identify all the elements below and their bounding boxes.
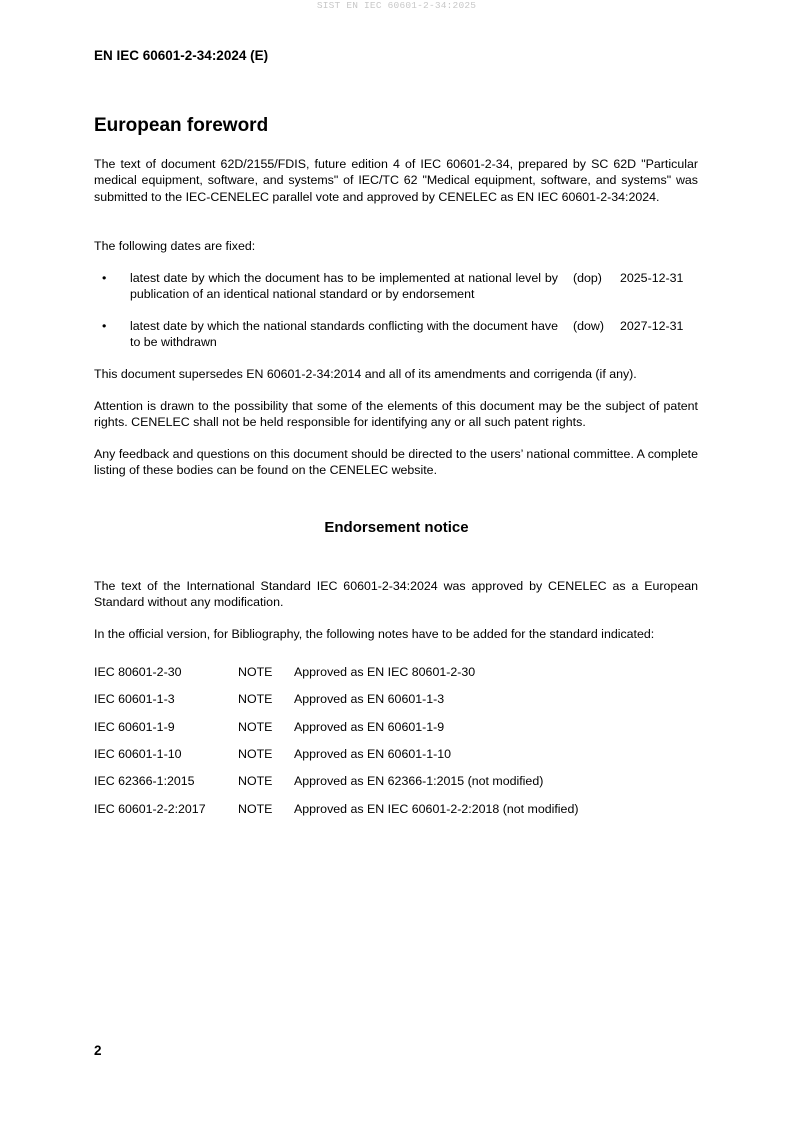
note-label: NOTE: [238, 692, 273, 706]
note-standard: IEC 80601-2-30: [94, 665, 182, 679]
note-approval: Approved as EN 60601-1-10: [294, 747, 452, 761]
note-standard: IEC 62366-1:2015: [94, 774, 195, 788]
note-approval: Approved as EN IEC 80601-2-30: [294, 665, 476, 679]
note-approval: Approved as EN IEC 60601-2-2:2018 (not modified): [294, 802, 579, 816]
note-approval: Approved as EN 62366-1:2015 (not modified): [294, 774, 544, 788]
note-standard: IEC 60601-2-2:2017: [94, 802, 206, 816]
note-approval: Approved as EN 60601-1-9: [294, 720, 445, 734]
page-number: 2: [94, 1043, 102, 1058]
bullet-marker: •: [102, 319, 107, 333]
note-label: NOTE: [238, 774, 273, 788]
foreword-title: European foreword: [94, 115, 269, 136]
notes-intro: In the official version, for Bibliography, the following notes have to be added for the standard indicated:: [94, 627, 655, 641]
note-label: NOTE: [238, 747, 273, 761]
note-row: [94, 719, 698, 736]
endorsement-text: The text of the International Standard IEC 60601-2-34:2024 was approved by CENELEC as a European Standard without any modification.: [94, 579, 698, 610]
dates-intro: The following dates are fixed:: [94, 239, 256, 253]
supersedes-paragraph: This document supersedes EN 60601-2-34:2014 and all of its amendments and corrigenda (if any).: [94, 367, 637, 381]
endorsement-title: Endorsement notice: [324, 519, 469, 536]
patent-paragraph: Attention is drawn to the possibility that some of the elements of this document may be the subject of patent rights. CENELEC shall not be held responsible for identifying any or all such patent rights.: [94, 399, 698, 430]
document-id: EN IEC 60601-2-34:2024 (E): [94, 48, 269, 63]
date-row-date: 2027-12-31: [620, 319, 684, 333]
foreword-intro: The text of document 62D/2155/FDIS, future edition 4 of IEC 60601-2-34, prepared by SC 62D "Particular medical equipment, software, and systems" of IEC/TC 62 "Medical equipment, software, and systems" was submitted to the IEC-CENELEC parallel vote and approved by CENELEC as EN IEC 60601-2-34:2024.: [94, 157, 698, 204]
note-standard: IEC 60601-1-9: [94, 720, 175, 734]
note-standard: IEC 60601-1-10: [94, 747, 182, 761]
note-row: [94, 664, 698, 681]
note-standard: IEC 60601-1-3: [94, 692, 175, 706]
note-label: NOTE: [238, 720, 273, 734]
date-row-text: latest date by which the national standards conflicting with the document have to be withdrawn: [130, 319, 558, 350]
note-row: [94, 746, 698, 763]
watermark: SIST EN IEC 60601-2-34:2025: [316, 0, 477, 11]
note-label: NOTE: [238, 802, 273, 816]
date-row-date: 2025-12-31: [620, 271, 684, 285]
feedback-paragraph: Any feedback and questions on this document should be directed to the users’ national committee. A complete listing of these bodies can be found on the CENELEC website.: [94, 447, 698, 478]
note-row: [94, 691, 698, 708]
note-row: [94, 801, 698, 818]
note-row: [94, 773, 698, 790]
note-approval: Approved as EN 60601-1-3: [294, 692, 445, 706]
date-row-code: (dop): [573, 271, 602, 285]
bullet-marker: •: [102, 271, 107, 285]
date-row-text: latest date by which the document has to be implemented at national level by publication of an identical national standard or by endorsement: [130, 271, 558, 302]
note-label: NOTE: [238, 665, 273, 679]
date-row-code: (dow): [573, 319, 604, 333]
